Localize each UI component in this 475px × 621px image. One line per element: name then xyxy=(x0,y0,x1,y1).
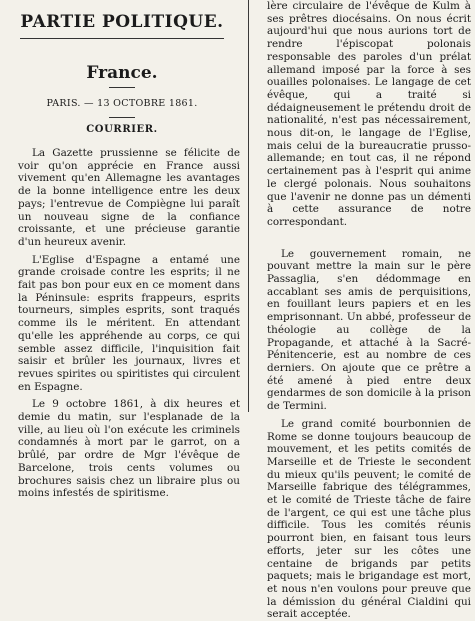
heading-rule xyxy=(20,38,224,39)
country-title: France. xyxy=(86,63,158,83)
dateline: PARIS. — 13 OCTOBRE 1861. xyxy=(46,98,198,109)
title-rule xyxy=(109,87,135,88)
article-paragraph: Le gouvernement romain, ne pouvant mettre la main sur le père Passaglia, s'en dédommage en accablant ses amis de perquisitions, en fouillant leurs papiers et en les emprisonnant. Un abbé, professeur de théologie au collège de la Propagande, et attaché à la Sacré-Pénitencerie, est au nombre de ces derniers. On ajoute que ce prêtre a été amené à pied entre deux gendarmes de son domicile à la prison de Termini. xyxy=(267,247,471,413)
dateline-rule xyxy=(109,117,135,118)
article-paragraph: lère circulaire de l'évêque de Kulm à ses prêtres diocésains. On nous écrit aujourd'hui que nous aurions tort de rendre l'épiscopat polonais responsable des paroles d'un prélat allemand imposé par la force à ses ouailles polonaises. Le langage de cet évêque, qui a traité si dédaigneusement le prétendu droit de nationalité, n'est pas nécessairement, nous dit-on, le langage de l'Eglise, mais celui de la bureaucratie prusso-allemande; en tout cas, il ne répond certainement pas à l'esprit qui anime le clergé polonais. Nous souhaitons que l'avenir ne donne pas un démenti à cette assurance de notre correspondant. xyxy=(267,0,471,228)
article-paragraph: Le 9 octobre 1861, à dix heures et demie du matin, sur l'esplanade de la ville, au lieu où l'on exécute les criminels condamnés à mort par le garrot, on a brûlé, par ordre de Mgr l'évêque de Barcelone, trois cents volumes ou brochures saisis chez un libraire plus ou moins infestés de spiritisme. xyxy=(18,398,240,500)
paragraph-gap xyxy=(255,234,475,248)
article-paragraph: Le grand comité bourbonnien de Rome se donne toujours beaucoup de mouvement, et les petits comités de Marseille et de Trieste le secondent du mieux qu'ils peuvent; le comité de Marseille fabrique des télégrammes, et le comité de Trieste tâche de faire de l'argent, ce qui est une tâche plus difficile. Tous les comités réunis pourront bien, en faisant tous leurs efforts, jeter sur les côtes une centaine de brigands par petits paquets; mais le brigandage est mort, et nous n'en voulons pour preuve que la démission du général Cialdini qui serait acceptée. xyxy=(267,417,471,621)
article-paragraph: La Gazette prussienne se félicite de voir qu'on apprécie en France aussi vivement qu'en Allemagne les avantages de la bonne intelligence entre les deux pays; l'entrevue de Compiègne lui paraît un nouveau signe de la confiance croissante, et une précieuse garantie d'un heureux avenir. xyxy=(18,147,240,248)
right-column xyxy=(255,0,475,621)
column-divider xyxy=(248,0,249,412)
article-paragraph: L'Eglise d'Espagne a entamé une grande croisade contre les esprits; il ne fait pas bon pour eux en ce moment dans la Péninsule: esprits frappeurs, esprits tourneurs, simples esprits, sont traqués comme ils le méritent. En attendant qu'elle les appréhende au corps, ce qui semble assez difficile, l'inquisition fait saisir et brûler les journaux, livres et revues spirites ou spiritistes qui circulent en Espagne. xyxy=(18,253,240,393)
subsection-title: COURRIER. xyxy=(86,124,158,135)
section-heading: PARTIE POLITIQUE. xyxy=(20,12,224,32)
left-column xyxy=(0,0,244,500)
